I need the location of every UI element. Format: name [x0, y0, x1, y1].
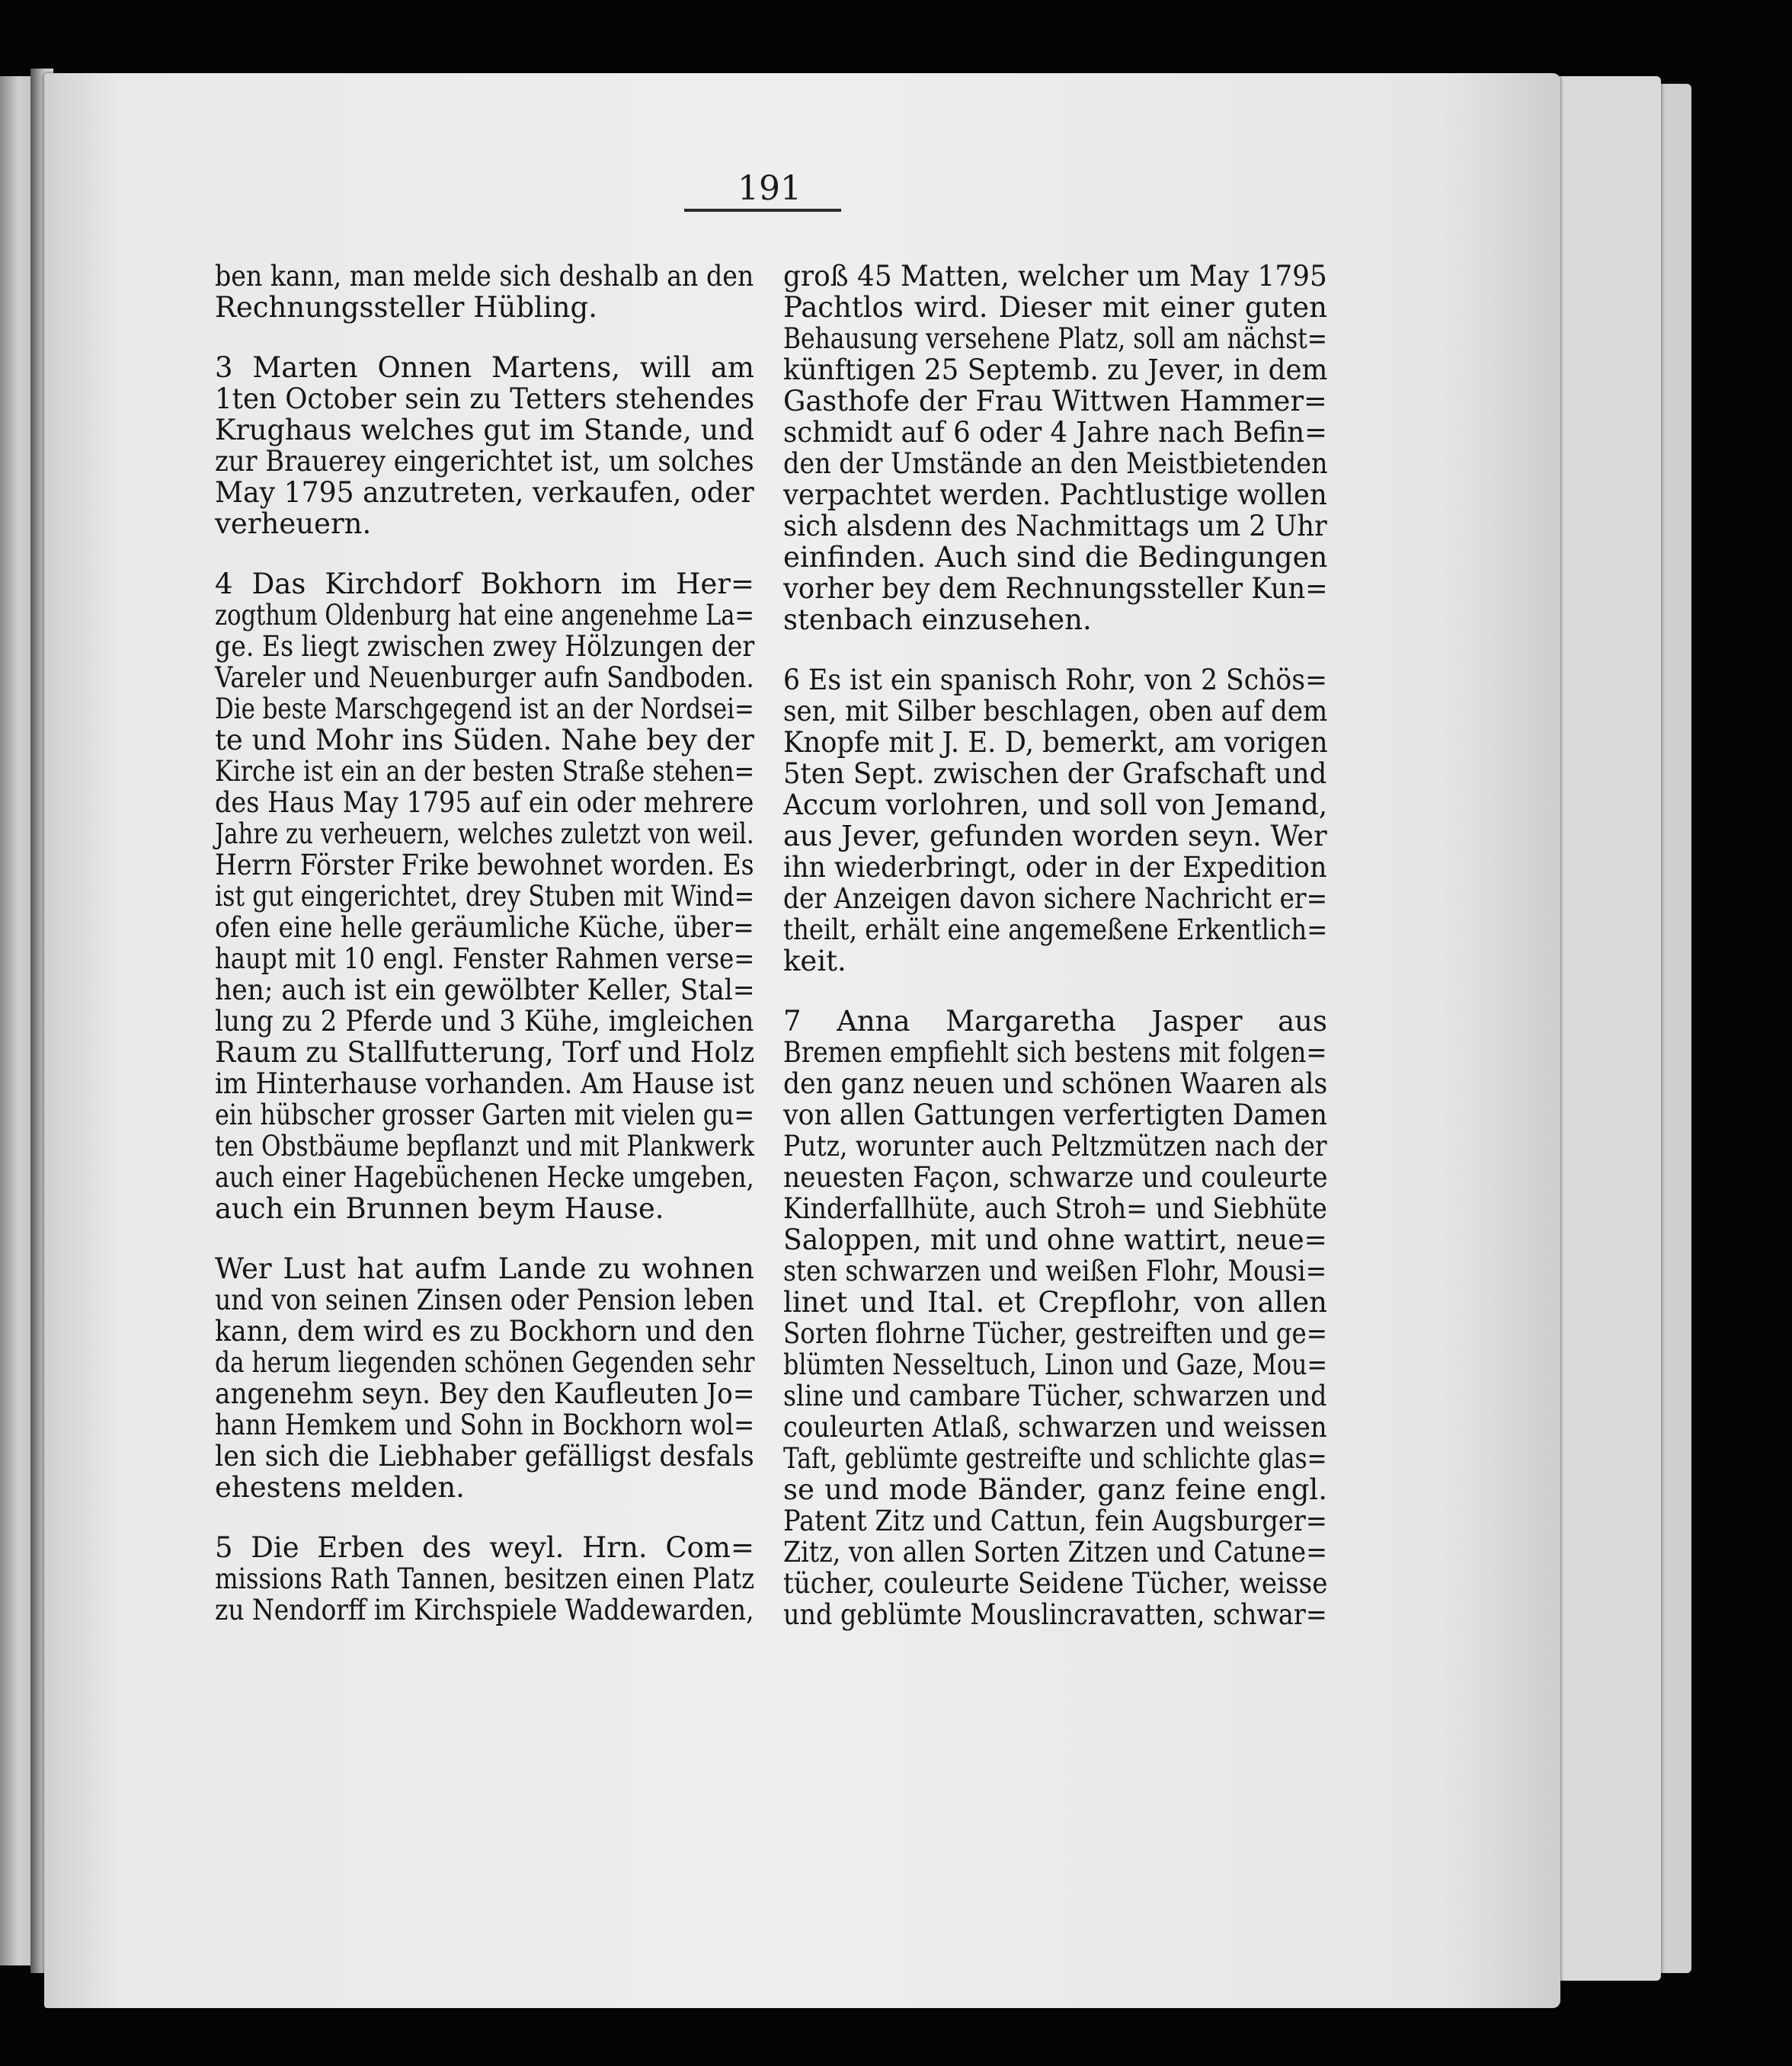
text-line: sline und cambare Tücher, schwarzen und [783, 1380, 1327, 1412]
text-line: ben kann, man melde sich deshalb an den [215, 260, 754, 293]
text-line: zogthum Oldenburg hat eine angenehme La= [215, 599, 755, 632]
text-line: 6 Es ist ein spanisch Rohr, von 2 Schös= [783, 664, 1328, 696]
paragraph [783, 664, 1327, 977]
text-line: 7 Anna Margaretha Jasper aus [783, 1005, 1327, 1038]
text-line: linet und Ital. et Crepflohr, von allen [783, 1286, 1327, 1319]
text-line: lung zu 2 Pferde und 3 Kühe, imgleichen [215, 1005, 754, 1038]
text-line: Gasthofe der Frau Wittwen Hammer= [783, 385, 1327, 417]
text-line: ihn wiederbringt, oder in der Expedition [783, 851, 1327, 884]
text-line: Pachtlos wird. Dieser mit einer guten [783, 291, 1327, 324]
text-line: von allen Gattungen verfertigten Damen [783, 1099, 1328, 1131]
text-line: blümten Nesseltuch, Linon und Gaze, Mou= [783, 1348, 1328, 1381]
text-line: neuesten Façon, schwarze und couleurte [783, 1161, 1328, 1194]
text-line: Zitz, von allen Sorten Zitzen und Catune= [783, 1536, 1328, 1569]
text-line: keit. [783, 945, 846, 977]
text-line: der Anzeigen davon sichere Nachricht er= [783, 882, 1328, 915]
text-line: da herum liegenden schönen Gegenden sehr [215, 1346, 755, 1379]
text-line: couleurten Atlaß, schwarzen und weissen [783, 1411, 1327, 1444]
text-line: 3 Marten Onnen Martens, will am [215, 351, 754, 384]
text-line: len sich die Liebhaber gefälligst desfals [215, 1440, 754, 1473]
text-line: 5ten Sept. zwischen der Grafschaft und [783, 757, 1327, 790]
text-line: stenbach einzusehen. [783, 603, 1092, 636]
text-line: Krughaus welches gut im Stande, und [215, 414, 755, 446]
text-line: künftigen 25 Septemb. zu Jever, in dem [783, 353, 1328, 386]
text-line: schmidt auf 6 oder 4 Jahre nach Befin= [783, 416, 1327, 449]
text-line: 4 Das Kirchdorf Bokhorn im Her= [215, 568, 754, 600]
text-line: ist gut eingerichtet, drey Stuben mit Wind= [215, 880, 755, 913]
text-line: ehestens melden. [215, 1471, 465, 1504]
text-line: verheuern. [215, 507, 372, 540]
text-line: Kirche ist ein an der besten Straße stehen= [215, 755, 755, 788]
text-line: des Haus May 1795 auf ein oder mehrere [215, 786, 754, 819]
text-line: ofen eine helle geräumliche Küche, über= [215, 911, 754, 944]
text-line: aus Jever, gefunden worden seyn. Wer [783, 820, 1327, 852]
text-line: Saloppen, mit und ohne wattirt, neue= [783, 1223, 1327, 1256]
text-line: Sorten flohrne Tücher, gestreiften und ge= [783, 1317, 1328, 1350]
text-line: Herrn Förster Frike bewohnet worden. Es [215, 849, 754, 881]
paragraph [215, 568, 754, 1224]
text-line: Bremen empfiehlt sich bestens mit folgen= [783, 1036, 1327, 1069]
text-line: Vareler und Neuenburger aufn Sandboden. [215, 661, 754, 694]
text-line: Die beste Marschgegend ist an der Nordsei= [215, 692, 754, 725]
paragraph [215, 261, 754, 323]
text-line: May 1795 anzutreten, verkaufen, oder [215, 476, 754, 509]
paragraph [215, 352, 754, 539]
paragraph [783, 261, 1327, 635]
text-line: den der Umstände an den Meistbietenden [783, 447, 1328, 480]
text-line: kann, dem wird es zu Bockhorn und den [215, 1315, 754, 1348]
page-number: 191 [738, 169, 802, 208]
text-line: Raum zu Stallfutterung, Torf und Holz [215, 1036, 755, 1069]
text-line: missions Rath Tannen, besitzen einen Platz [215, 1562, 755, 1595]
text-line: Taft, geblümte gestreifte und schlichte glas= [783, 1442, 1327, 1475]
text-line: zur Brauerey eingerichtet ist, um solches [215, 445, 754, 478]
text-line: Jahre zu verheuern, welches zuletzt von weil. [215, 817, 754, 850]
text-line: angenehm seyn. Bey den Kaufleuten Jo= [215, 1377, 755, 1410]
text-line: und geblümte Mouslincravatten, schwar= [783, 1598, 1327, 1631]
text-line: verpachtet werden. Pachtlustige wollen [783, 478, 1327, 511]
text-line: Kinderfallhüte, auch Stroh= und Siebhüte [783, 1192, 1327, 1225]
text-line: sten schwarzen und weißen Flohr, Mousi= [783, 1255, 1327, 1287]
text-line: hen; auch ist ein gewölbter Keller, Stal= [215, 974, 755, 1006]
text-line: auch einer Hagebüchenen Hecke umgeben, [215, 1161, 754, 1194]
text-line: Wer Lust hat aufm Lande zu wohnen [215, 1252, 754, 1285]
text-line: 5 Die Erben des weyl. Hrn. Com= [215, 1531, 754, 1564]
text-line: Accum vorlohren, und soll von Jemand, [783, 788, 1328, 821]
text-line: te und Mohr ins Süden. Nahe bey der [215, 724, 754, 756]
paragraph [783, 1006, 1327, 1630]
paragraph [215, 1253, 754, 1503]
text-line: Behausung versehene Platz, soll am nächst= [783, 322, 1328, 355]
left-column [215, 261, 754, 1655]
text-line: haupt mit 10 engl. Fenster Rahmen verse= [215, 942, 755, 975]
text-line: sen, mit Silber beschlagen, oben auf dem [783, 695, 1328, 728]
text-line: und von seinen Zinsen oder Pension leben [215, 1284, 754, 1316]
text-line: sich alsdenn des Nachmittags um 2 Uhr [783, 510, 1327, 542]
text-line: tücher, couleurte Seidene Tücher, weisse [783, 1567, 1328, 1600]
text-line: zu Nendorff im Kirchspiele Waddewarden, [215, 1594, 754, 1626]
text-line: 1ten October sein zu Tetters stehendes [215, 382, 755, 415]
paragraph [215, 1532, 754, 1626]
header-rule [684, 209, 841, 212]
text-line: den ganz neuen und schönen Waaren als [783, 1067, 1328, 1100]
text-line: Putz, worunter auch Peltzmützen nach der [783, 1130, 1327, 1163]
text-line: vorher bey dem Rechnungssteller Kun= [783, 572, 1328, 605]
text-line: ge. Es liegt zwischen zwey Hölzungen der [215, 630, 755, 663]
text-line: groß 45 Matten, welcher um May 1795 [783, 260, 1327, 293]
text-line: Knopfe mit J. E. D, bemerkt, am vorigen [783, 726, 1328, 759]
text-line: im Hinterhause vorhanden. Am Hause ist [215, 1067, 754, 1100]
text-line: auch ein Brunnen beym Hause. [215, 1192, 664, 1225]
text-line: Patent Zitz und Cattun, fein Augsburger= [783, 1505, 1327, 1537]
text-line: einfinden. Auch sind die Bedingungen [783, 541, 1328, 574]
text-line: Rechnungssteller Hübling. [215, 291, 597, 324]
text-line: hann Hemkem und Sohn in Bockhorn wol= [215, 1409, 755, 1441]
text-line: ein hübscher grosser Garten mit vielen gu= [215, 1099, 755, 1131]
right-column [783, 261, 1327, 1659]
text-line: ten Obstbäume bepflanzt und mit Plankwerk [215, 1130, 755, 1163]
text-line: se und mode Bänder, ganz feine engl. [783, 1473, 1327, 1506]
text-line: theilt, erhält eine angemeßene Erkentlich= [783, 913, 1328, 946]
